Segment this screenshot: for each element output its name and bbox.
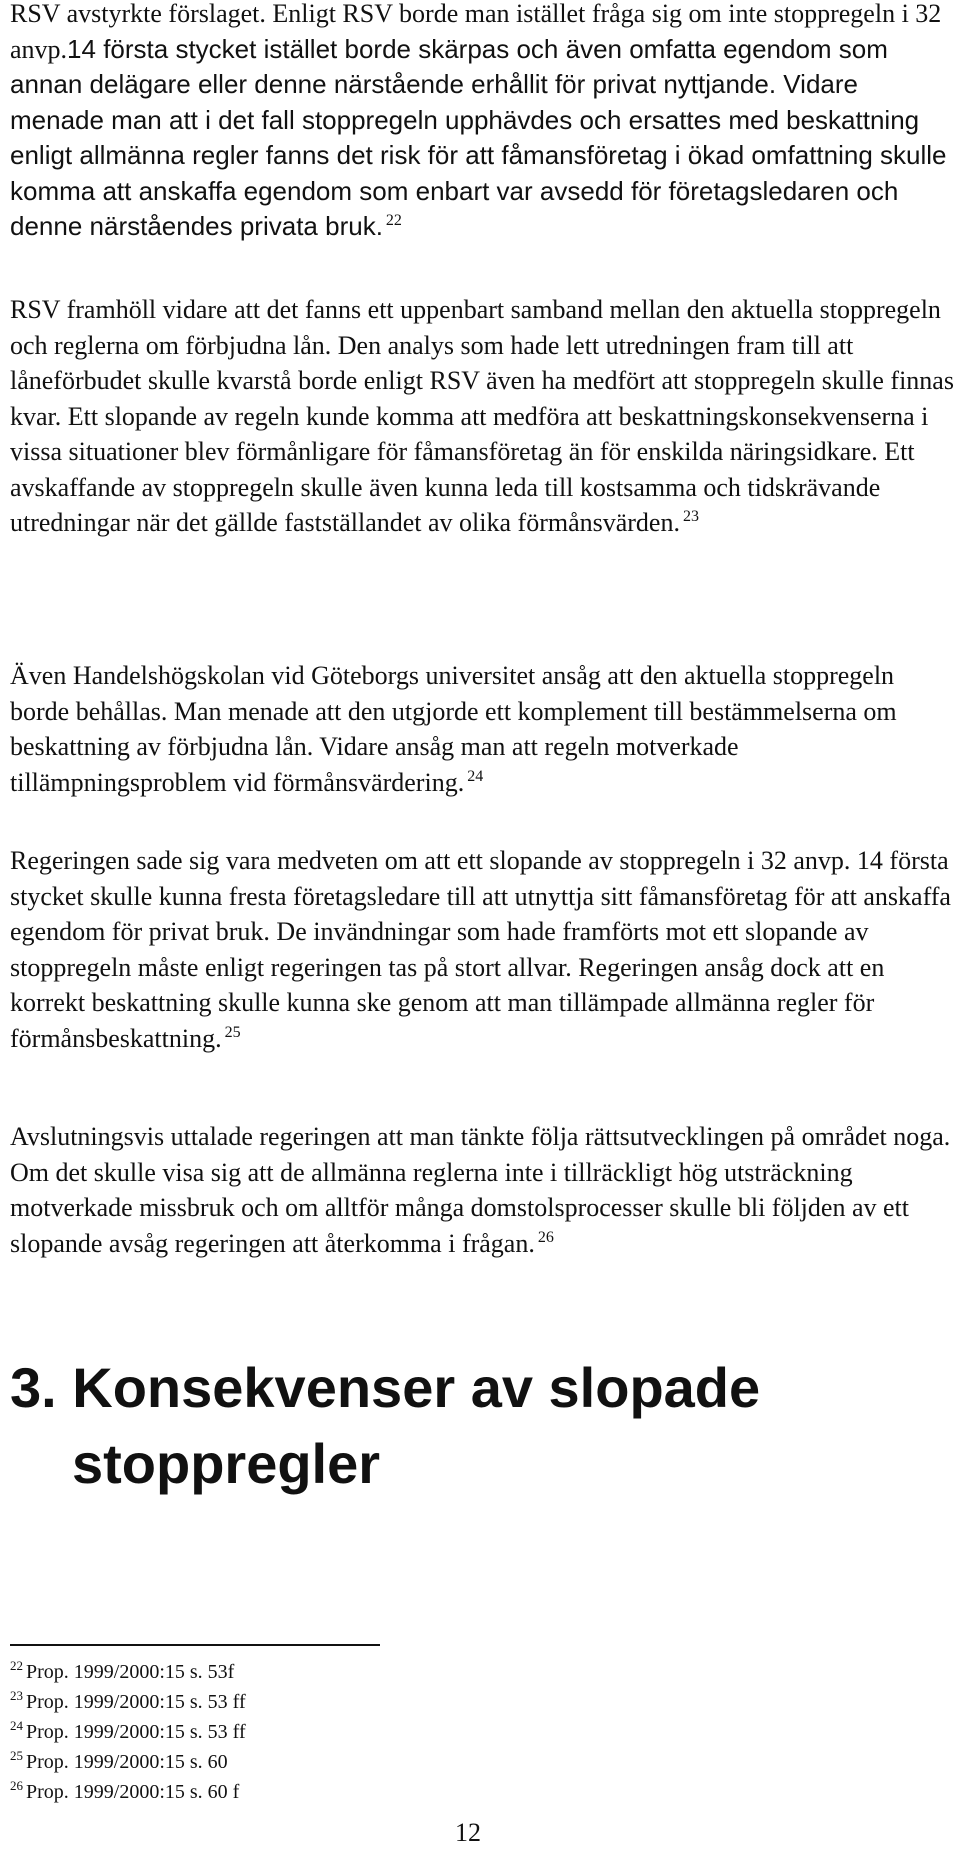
paragraph-handelshogskolan [10, 658, 955, 800]
paragraph-avslutningsvis [10, 1119, 955, 1261]
footnote-ref: 24 [467, 767, 484, 785]
paragraph-text-serif: RSV avstyrkte förslaget. Enligt RSV borde man istället fråga sig om inte stoppregeln i 32 anvp. [10, 0, 942, 64]
footnote-divider [10, 1644, 380, 1646]
page-number: 12 [455, 1818, 481, 1847]
footnote-number: 25 [10, 1748, 23, 1764]
paragraph-regeringen [10, 843, 955, 1056]
footnote-item [10, 1657, 246, 1687]
paragraph-text: Regeringen sade sig vara medveten om att ett slopande av stoppregeln i 32 anvp. 14 första stycket skulle kunna fresta företagsledare till att utnyttja sitt fåmansföretag för att anskaffa egendom för privat bruk. De invändningar som hade framförts mot ett slopande av stoppregeln måste enligt regeringen tas på stort allvar. Regeringen ansåg dock att en korrekt beskattning skulle kunna ske genom att man tillämpade allmänna regler för förmånsbeskattning. [10, 846, 951, 1053]
footnote-ref: 26 [537, 1228, 554, 1246]
footnote-text: Prop. 1999/2000:15 s. 60 [26, 1751, 228, 1773]
section-heading-line1: 3. Konsekvenser av slopade [10, 1356, 761, 1419]
section-heading [10, 1350, 760, 1502]
footnote-number: 26 [10, 1778, 23, 1794]
section-heading-line2: stoppregler [72, 1432, 381, 1495]
footnote-number: 24 [10, 1718, 23, 1734]
footnote-number: 22 [10, 1658, 23, 1674]
footnote-text: Prop. 1999/2000:15 s. 53 ff [26, 1691, 246, 1713]
footnote-item [10, 1687, 246, 1717]
paragraph-rsv-connection [10, 292, 955, 541]
footnote-item [10, 1717, 246, 1747]
paragraph-text: RSV framhöll vidare att det fanns ett uppenbart samband mellan den aktuella stoppregeln och reglerna om förbjudna lån. Den analys som hade lett utredningen fram till att låneförbudet skulle kvarstå borde enligt RSV även ha medfört att stoppregeln skulle finnas kvar. Ett slopande av regeln kunde komma att medföra att beskattningskonsekvenserna i vissa situationer blev förmånligare för fåmansföretag än för enskilda näringsidkare. Ett avskaffande av stoppregeln skulle även kunna leda till kostsamma och tidskrävande utredningar när det gällde fastställandet av olika förmånsvärden. [10, 295, 954, 537]
paragraph-text: Även Handelshögskolan vid Göteborgs universitet ansåg att den aktuella stoppregeln borde behållas. Man menade att den utgjorde ett komplement till bestämmelserna om beskattning av förbjudna lån. Vidare ansåg man att regeln motverkade tillämpningsproblem vid förmånsvärdering. [10, 661, 897, 797]
footnote-text: Prop. 1999/2000:15 s. 53f [26, 1661, 235, 1683]
footnote-item [10, 1747, 246, 1777]
footnote-text: Prop. 1999/2000:15 s. 60 f [26, 1781, 240, 1803]
paragraph-text-sans: 14 första stycket istället borde skärpas och även omfatta egendom som annan delägare eller denne närstående erhållit för privat nyttjande. Vidare menade man att i det fall stoppregeln upphävdes och ersattes med beskattning enligt allmänna regler fanns det risk för att fåmansföretag i ökad omfattning skulle komma att anskaffa egendom som enbart var avsedd för företagsledaren och denne närståendes privata bruk. [10, 33, 947, 241]
footnote-ref: 23 [682, 508, 699, 526]
paragraph-rsv-objection [10, 0, 955, 245]
footnote-item [10, 1777, 246, 1807]
footnote-ref: 25 [224, 1023, 241, 1041]
footnote-number: 23 [10, 1688, 23, 1704]
footnote-text: Prop. 1999/2000:15 s. 53 ff [26, 1721, 246, 1743]
paragraph-text: Avslutningsvis uttalade regeringen att man tänkte följa rättsutvecklingen på området noga. Om det skulle visa sig att de allmänna reglerna inte i tillräckligt hög utsträckning motverkade missbruk och om alltför många domstolsprocesser skulle bli följden av ett slopande avsåg regeringen att återkomma i frågan. [10, 1122, 951, 1258]
footnote-list [10, 1657, 246, 1807]
footnote-ref: 22 [385, 212, 402, 230]
